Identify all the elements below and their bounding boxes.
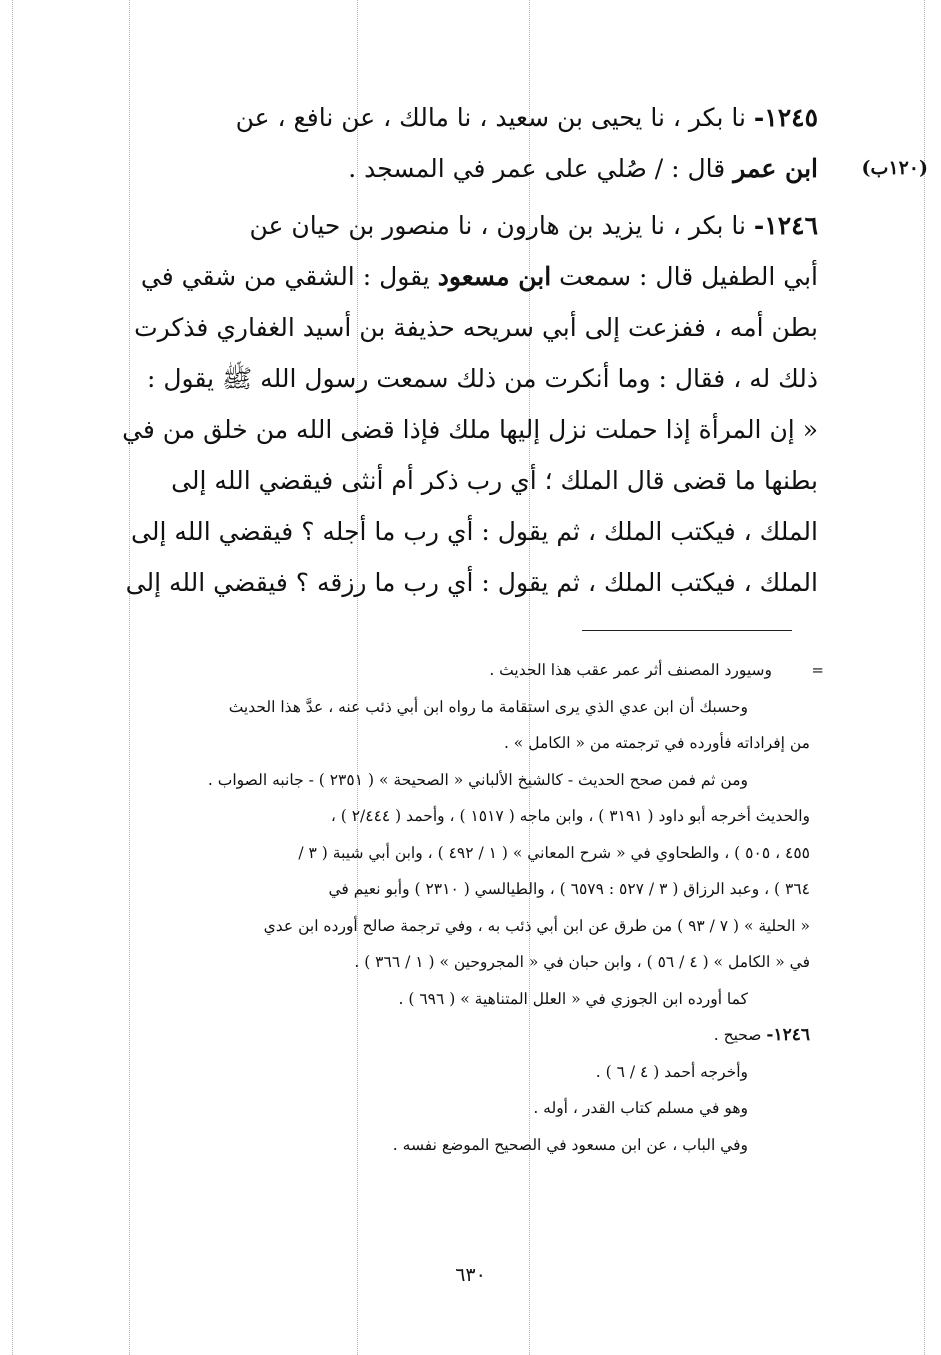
text-line: أبي الطفيل قال : سمعت ابن مسعود يقول : الشقي من شقي في — [140, 262, 818, 291]
margin-reference: (١٢٠ب) — [861, 157, 928, 179]
continuation-mark: = — [811, 661, 824, 679]
narrator-name: ابن عمر — [733, 154, 818, 183]
hadith-number: ١٢٤٥- — [753, 103, 818, 132]
text-line: الملك ، فيكتب الملك ، ثم يقول : أي رب ما أجله ؟ فيقضي الله إلى — [131, 517, 818, 546]
footnote-line: « الحلية » ( ٧ / ٩٣ ) من طرق عن ابن أبي ذئب به ، وفي ترجمة صالح أورده ابن عدي — [263, 916, 810, 935]
footnote-entry: ١٢٤٦- صحيح . — [713, 1025, 810, 1045]
footnote-line: ومن ثم فمن صحح الحديث - كالشيخ الألباني « الصحيحة » ( ٢٣٥١ ) - جانبه الصواب . — [207, 770, 748, 789]
footnote-number: ١٢٤٦- — [766, 1025, 810, 1045]
footnote-line: في « الكامل » ( ٤ / ٥٦ ) ، وابن حبان في « المجروحين » ( ١ / ٣٦٦ ) . — [354, 953, 810, 971]
dotted-guide-line — [924, 0, 925, 1355]
footnote-line: ٤٥٥ ، ٥٠٥ ) ، والطحاوي في « شرح المعاني » ( ١ / ٤٩٢ ) ، وابن أبي شيبة ( ٣ / — [298, 843, 810, 862]
page-number: ٦٣٠ — [455, 1264, 486, 1286]
text-line: ١٢٤٥- نا بكر ، نا يحيى بن سعيد ، نا مالك ، عن نافع ، عن — [235, 103, 818, 132]
narrator-name: ابن مسعود — [437, 262, 552, 291]
text-line: (١٢٠ب) ابن عمر قال : / صُلي على عمر في المسجد . — [100, 143, 818, 194]
footnote-line: وحسبك أن ابن عدي الذي يرى استقامة ما رواه ابن أبي ذئب عنه ، عدَّ هذا الحديث — [228, 697, 748, 716]
footnotes — [100, 652, 824, 1163]
text-line: ١٢٤٦- نا بكر ، نا يزيد بن هارون ، نا منصور بن حيان عن — [249, 211, 818, 240]
footnote-line: = وسيورد المصنف أثر عمر عقب هذا الحديث . — [100, 652, 810, 689]
footnote-line: والحديث أخرجه أبو داود ( ٣١٩١ ) ، وابن ماجه ( ١٥١٧ ) ، وأحمد ( ٢/٤٤٤ ) ، — [330, 807, 810, 825]
text-line: « إن المرأة إذا حملت نزل إليها ملك فإذا قضى الله من خلق من في — [122, 415, 818, 444]
footnote-line: وفي الباب ، عن ابن مسعود في الصحيح الموضع نفسه . — [392, 1135, 748, 1154]
dotted-guide-line — [12, 0, 13, 1355]
footnote-line: وهو في مسلم كتاب القدر ، أوله . — [533, 1099, 748, 1117]
footnote-line: كما أورده ابن الجوزي في « العلل المتناهية » ( ٦٩٦ ) . — [398, 989, 748, 1008]
footnote-line: ٣٦٤ ) ، وعبد الرزاق ( ٣ / ٥٢٧ : ٦٥٧٩ ) ، والطيالسي ( ٢٣١٠ ) وأبو نعيم في — [328, 880, 810, 898]
footnote-separator — [582, 630, 792, 631]
text-line: ذلك له ، فقال : وما أنكرت من ذلك سمعت رسول الله ﷺ يقول : — [147, 364, 818, 393]
footnote-line: وأخرجه أحمد ( ٤ / ٦ ) . — [595, 1062, 748, 1081]
footnote-line: من إفراداته فأورده في ترجمته من « الكامل » . — [503, 734, 810, 752]
text-line: بطن أمه ، ففزعت إلى أبي سريحه حذيفة بن أسيد الغفاري فذكرت — [134, 313, 818, 342]
main-text — [100, 92, 928, 608]
hadith-number: ١٢٤٦- — [753, 211, 818, 240]
text-line: الملك ، فيكتب الملك ، ثم يقول : أي رب ما رزقه ؟ فيقضي الله إلى — [125, 568, 818, 597]
text-line: بطنها ما قضى قال الملك ؛ أي رب ذكر أم أنثى فيقضي الله إلى — [171, 466, 818, 495]
